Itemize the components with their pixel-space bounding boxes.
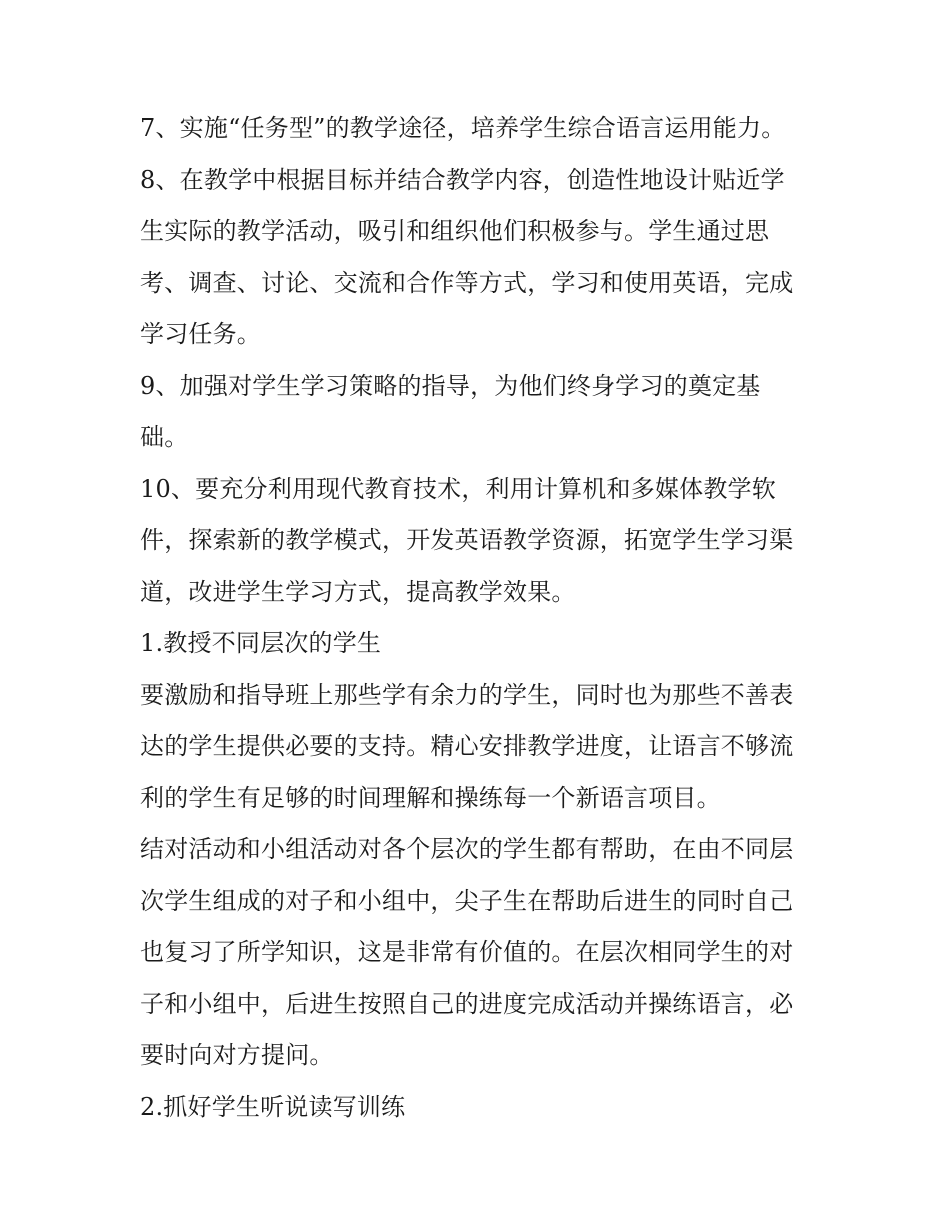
document-body bbox=[140, 103, 820, 1133]
text-line: 要激励和指导班上那些学有余力的学生，同时也为那些不善表 bbox=[140, 680, 794, 709]
text-line: 9、加强对学生学习策略的指导，为他们终身学习的奠定基 bbox=[140, 371, 761, 400]
text-line: 8、在教学中根据目标并结合教学内容，创造性地设计贴近学 bbox=[140, 165, 785, 194]
text-line: 次学生组成的对子和小组中，尖子生在帮助后进生的同时自己 bbox=[140, 886, 794, 915]
section-heading: 1.教授不同层次的学生 bbox=[140, 629, 382, 657]
text-line: 利的学生有足够的时间理解和操练每一个新语言项目。 bbox=[140, 783, 721, 812]
text-line: 也复习了所学知识，这是非常有价值的。在层次相同学生的对 bbox=[140, 938, 794, 966]
text-line: 子和小组中，后进生按照自己的进度完成活动并操练语言，必 bbox=[140, 989, 794, 1018]
text-line: 道，改进学生学习方式，提高教学效果。 bbox=[140, 577, 576, 606]
text-line: 10、要充分利用现代教育技术，利用计算机和多媒体教学软 bbox=[140, 474, 776, 503]
text-line: 学习任务。 bbox=[140, 320, 261, 348]
text-line: 件，探索新的教学模式，开发英语教学资源，拓宽学生学习渠 bbox=[140, 526, 794, 554]
text-line: 础。 bbox=[140, 423, 189, 451]
section-heading: 2.抓好学生听说读写训练 bbox=[140, 1092, 406, 1121]
text-line: 结对活动和小组活动对各个层次的学生都有帮助，在由不同层 bbox=[140, 835, 794, 863]
text-line: 考、调查、讨论、交流和合作等方式，学习和使用英语，完成 bbox=[140, 268, 794, 297]
text-line: 达的学生提供必要的支持。精心安排教学进度，让语言不够流 bbox=[140, 732, 794, 760]
text-line: 要时向对方提问。 bbox=[140, 1041, 334, 1069]
text-line: 7、实施“任务型”的教学途径，培养学生综合语言运用能力。 bbox=[140, 114, 786, 142]
text-line: 生实际的教学活动，吸引和组织他们积极参与。学生通过思 bbox=[140, 217, 770, 245]
